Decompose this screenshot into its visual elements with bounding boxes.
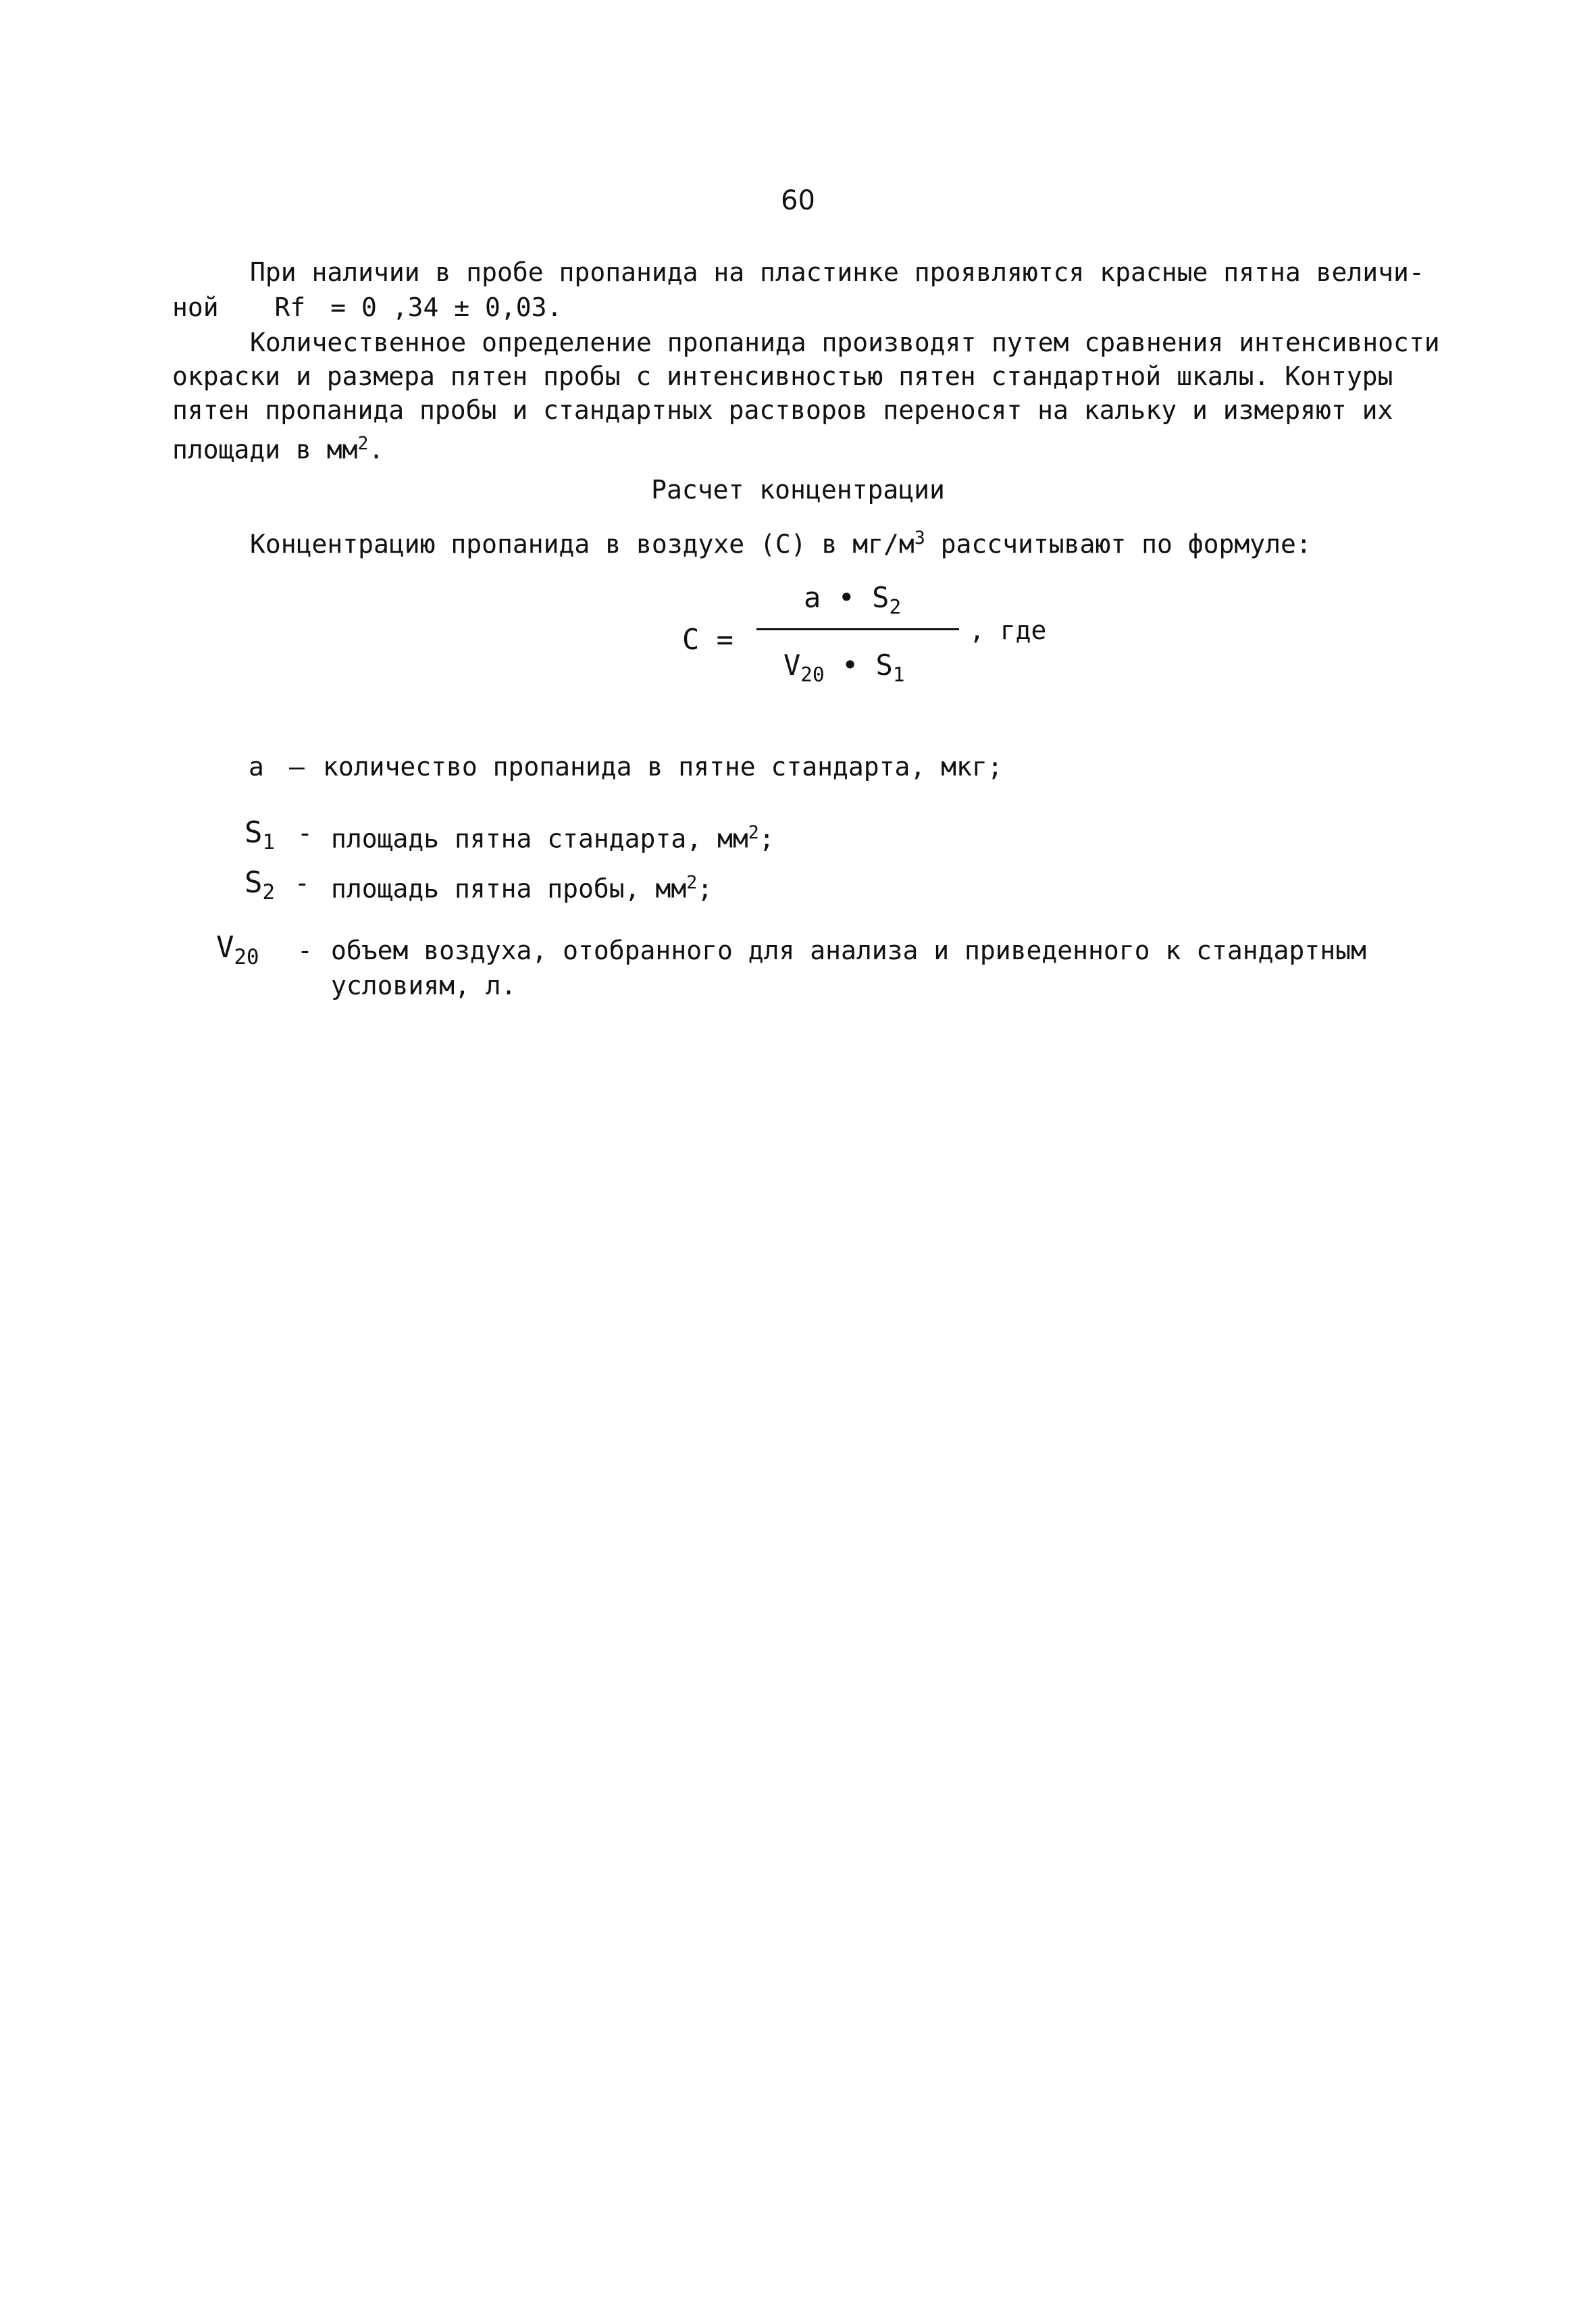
definition-text-s2-body: площадь пятна пробы, мм	[331, 873, 687, 904]
intro-text-before: Концентрацию пропанида в воздухе (С) в мг/м	[250, 529, 915, 559]
formula-denominator-s: • S	[824, 649, 893, 682]
definition-text-s2	[331, 866, 713, 906]
page-number: 60	[781, 185, 815, 216]
formula-numerator	[804, 581, 901, 624]
section-heading: Расчет концентрации	[651, 475, 945, 505]
formula-numerator-text: a • S	[804, 581, 890, 614]
definition-dash-a: –	[289, 752, 305, 782]
fraction-bar	[756, 628, 959, 630]
intro-sup: 3	[914, 528, 925, 549]
paragraph2-line4-sup: 2	[357, 433, 369, 454]
paragraph2-line2: окраски и размера пятен пробы с интенсивностью пятен стандартной шкалы. Контуры	[172, 361, 1393, 391]
rf-symbol: Rf	[274, 293, 306, 322]
definition-symbol-s1	[244, 816, 275, 859]
definition-text-v20: объем воздуха, отобранного для анализа и приведенного к стандартным	[331, 936, 1366, 965]
definition-dash-s2: -	[294, 868, 310, 898]
definition-symbol-s1-letter: S	[244, 815, 263, 850]
definition-symbol-s2-sub: 2	[262, 880, 276, 905]
paragraph2-line4	[172, 427, 384, 467]
definition-dash-s1: -	[297, 818, 313, 848]
paragraph1-line1: При наличии в пробе пропанида на пластинке проявляются красные пятна величи-	[250, 257, 1424, 287]
definition-symbol-a: а	[249, 752, 264, 782]
definition-symbol-s2-letter: S	[244, 865, 263, 900]
definition-symbol-v20-letter: V	[216, 930, 234, 965]
definition-text-s2-sup: 2	[686, 872, 698, 893]
formula-denominator-s-sub: 1	[892, 663, 905, 686]
rf-value: = 0 ,34 ± 0,03.	[330, 293, 563, 322]
formula-numerator-sub: 2	[889, 595, 902, 619]
formula-denominator-v-sub: 20	[800, 663, 825, 686]
paragraph2-line1: Количественное определение пропанида производят путем сравнения интенсивности	[250, 328, 1440, 357]
paragraph1-line2	[172, 290, 562, 324]
paragraph1-prefix: ной	[172, 293, 219, 322]
definition-text-v20-line2: условиям, л.	[331, 971, 517, 1000]
formula-where: , где	[969, 615, 1047, 645]
formula-denominator-v: V	[783, 649, 801, 682]
paragraph2-line3: пятен пропанида пробы и стандартных растворов переносят на кальку и измеряют их	[172, 395, 1393, 425]
definition-text-s2-end: ;	[697, 873, 713, 904]
definition-text-s1	[331, 816, 775, 856]
intro-line	[250, 522, 1312, 561]
definition-text-a: количество пропанида в пятне стандарта, мкг;	[323, 752, 1003, 782]
definition-symbol-s2	[244, 866, 275, 909]
definition-symbol-v20	[216, 931, 259, 974]
definition-text-s1-end: ;	[758, 823, 775, 854]
intro-text-after: рассчитывают по формуле:	[925, 529, 1312, 559]
formula-lhs: C =	[682, 623, 733, 656]
definition-text-s1-sup: 2	[748, 822, 759, 843]
definition-text-s1-body: площадь пятна стандарта, мм	[331, 823, 748, 854]
paragraph2-line4-text: площади в мм	[172, 434, 358, 465]
formula-denominator	[783, 649, 905, 691]
definition-symbol-v20-sub: 20	[234, 944, 259, 969]
definition-symbol-s1-sub: 1	[262, 830, 276, 855]
paragraph2-line4-end: .	[368, 434, 384, 465]
concentration-formula	[669, 581, 1141, 703]
definition-dash-v20: -	[297, 936, 313, 965]
